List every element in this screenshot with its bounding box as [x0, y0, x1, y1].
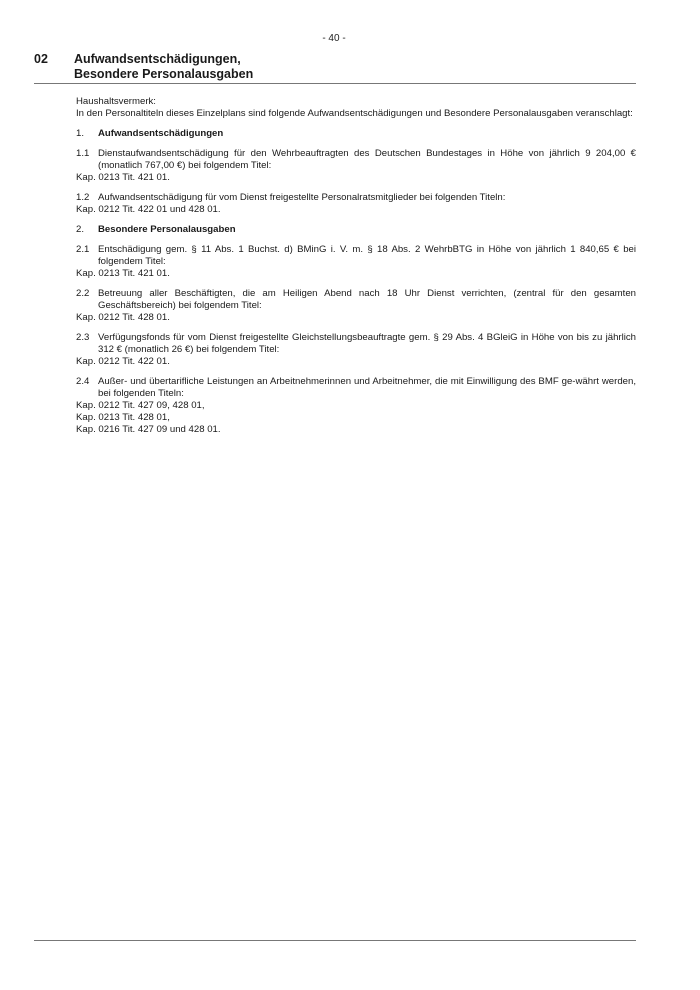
section-number: 2. [76, 224, 85, 235]
section-1 [76, 128, 636, 140]
item-reference: Kap. 0212 Tit. 428 01. [76, 312, 170, 323]
chapter-number: 02 [34, 52, 48, 66]
note-intro: In den Personaltiteln dieses Einzelplans sind folgende Aufwandsentschädigungen und Besondere Personalausgaben veranschlagt: [76, 108, 633, 119]
item-reference: Kap. 0213 Tit. 421 01. [76, 268, 170, 279]
chapter-title-line-1: Aufwandsentschädigungen, [74, 52, 241, 66]
chapter-heading [34, 52, 636, 82]
item-2-1 [76, 244, 636, 268]
chapter-title [74, 52, 636, 82]
item-2-3 [76, 332, 636, 356]
item-1-1 [76, 148, 636, 172]
item-number: 1.1 [76, 148, 90, 159]
section-title: Aufwandsentschädigungen [98, 128, 224, 139]
chapter-title-line-2: Besondere Personalausgaben [74, 67, 254, 81]
section-2 [76, 224, 636, 236]
item-text: Verfügungsfonds für vom Dienst freigestellte Gleichstellungsbeauftragte gem. § 29 Abs. 4 BGleiG in Höhe von bis zu jährlich 312 € (monatlich 26 €) bei folgendem Titel: [98, 332, 636, 355]
item-reference: Kap. 0213 Tit. 421 01. [76, 172, 170, 183]
item-reference: Kap. 0212 Tit. 422 01 und 428 01. [76, 204, 221, 215]
item-number: 2.1 [76, 244, 90, 255]
item-text: Betreuung aller Beschäftigten, die am Heiligen Abend nach 18 Uhr Dienst verrichten, (zentral für den gesamten Geschäftsbereich) bei folgendem Titel: [98, 288, 636, 311]
item-2-4 [76, 376, 636, 400]
item-reference: Kap. 0216 Tit. 427 09 und 428 01. [76, 424, 221, 435]
heading-divider [34, 83, 636, 84]
item-number: 2.4 [76, 376, 90, 387]
item-reference: Kap. 0213 Tit. 428 01, [76, 412, 170, 423]
item-text: Dienstaufwandsentschädigung für den Wehrbeauftragten des Deutschen Bundestages in Höhe von jährlich 9 204,00 € (monatlich 767,00 €) bei folgendem Titel: [98, 148, 636, 171]
item-number: 1.2 [76, 192, 90, 203]
item-number: 2.2 [76, 288, 90, 299]
note-label: Haushaltsvermerk: [76, 96, 156, 107]
section-title: Besondere Personalausgaben [98, 224, 236, 235]
item-text: Außer- und übertarifliche Leistungen an Arbeitnehmerinnen und Arbeitnehmer, die mit Einwilligung des BMF ge-währt werden, bei folgenden Titeln: [98, 376, 636, 399]
item-2-2 [76, 288, 636, 312]
item-text: Entschädigung gem. § 11 Abs. 1 Buchst. d) BMinG i. V. m. § 18 Abs. 2 WehrbBTG in Höhe von jährlich 1 840,65 € bei folgendem Titel: [98, 244, 636, 267]
item-number: 2.3 [76, 332, 90, 343]
item-reference: Kap. 0212 Tit. 422 01. [76, 356, 170, 367]
item-reference: Kap. 0212 Tit. 427 09, 428 01, [76, 400, 205, 411]
footer-divider [34, 940, 636, 941]
page-number: - 40 - [322, 33, 346, 44]
section-number: 1. [76, 128, 85, 139]
item-1-2 [76, 192, 636, 204]
item-text: Aufwandsentschädigung für vom Dienst freigestellte Personalratsmitglieder bei folgenden Titeln: [98, 192, 506, 203]
budget-note [76, 96, 636, 436]
